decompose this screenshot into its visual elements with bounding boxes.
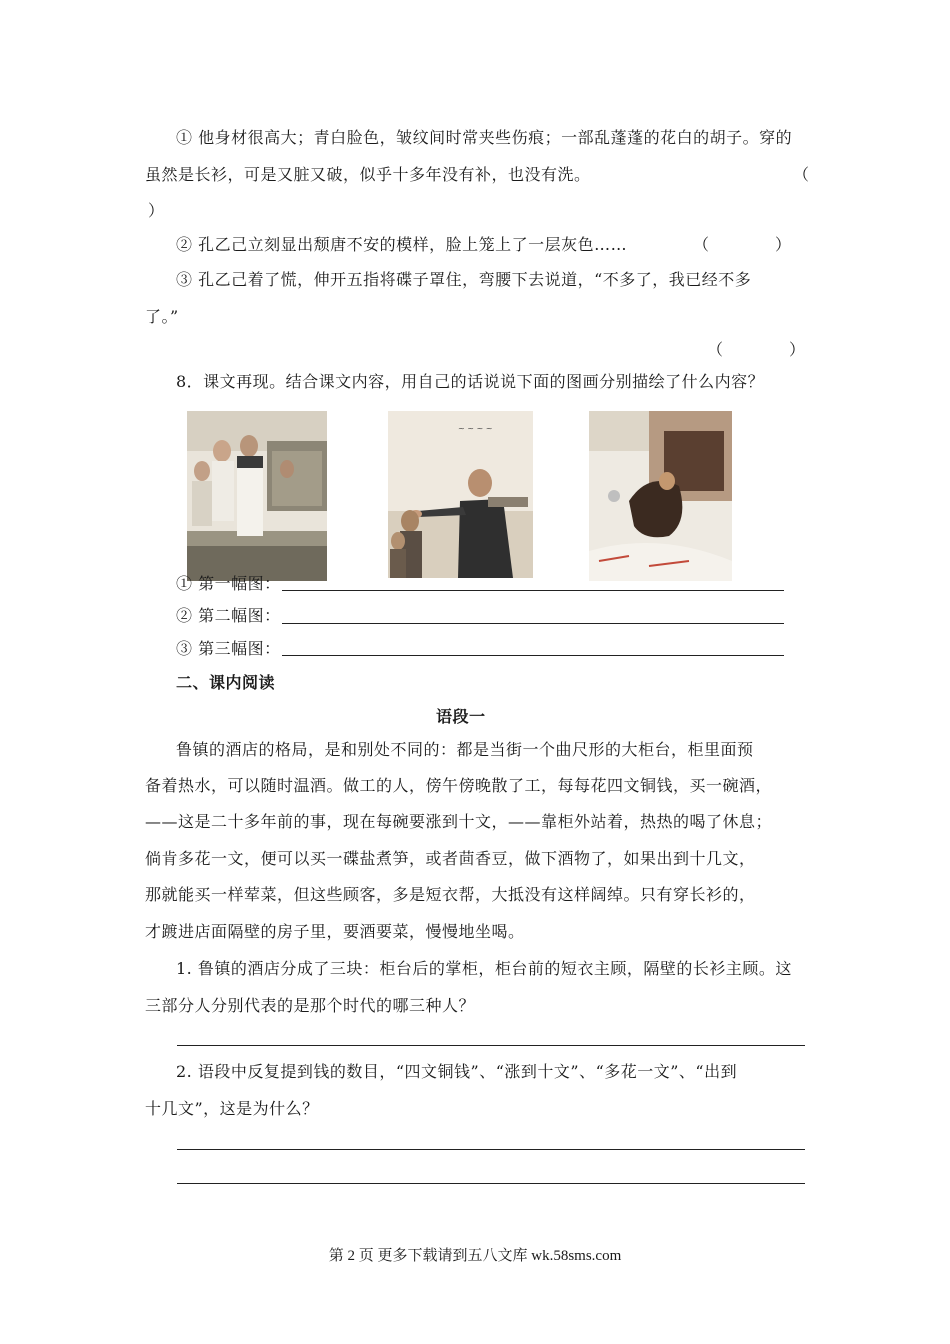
svg-text:~ ~ ~ ~: ~ ~ ~ ~ xyxy=(458,424,493,433)
q7-item2: ② 孔乙己立刻显出颓唐不安的模样，脸上笼上了一层灰色…… xyxy=(176,235,628,254)
q7-item1-line1: ① 他身材很高大；青白脸色，皱纹间时常夹些伤痕；一部乱蓬蓬的花白的胡子。穿的 xyxy=(176,128,793,147)
illustration-2 xyxy=(388,411,533,578)
illustration-1 xyxy=(187,411,327,581)
reading-q1-line1: 1. 鲁镇的酒店分成了三块：柜台后的掌柜，柜台前的短衣主顾，隔壁的长衫主顾。这 xyxy=(176,959,792,978)
q7-item3-paren-close: ） xyxy=(789,340,806,359)
q7-item3-paren-open: （ xyxy=(707,340,724,359)
passage-line-4: 倘肯多花一文，便可以买一碟盐煮笋，或者茴香豆，做下酒物了，如果出到十几文， xyxy=(145,849,756,868)
passage-line-6: 才踱进店面隔壁的房子里，要酒要菜，慢慢地坐喝。 xyxy=(145,922,525,941)
passage-title: 语段一 xyxy=(436,707,486,726)
illustration-3 xyxy=(589,411,732,581)
q8-answer-2-label: ② 第二幅图： xyxy=(176,606,281,625)
reading-q1-line2: 三部分人分别代表的是那个时代的哪三种人？ xyxy=(145,996,476,1015)
reading-q1-answer-line[interactable] xyxy=(177,1045,805,1046)
reading-q2-line2: 十几文”，这是为什么？ xyxy=(145,1099,319,1118)
reading-q2-answer-line-2[interactable] xyxy=(177,1183,805,1184)
q7-item2-paren-open: （ xyxy=(693,235,710,254)
passage-line-2: 备着热水，可以随时温酒。做工的人，傍午傍晚散了工，每每花四文铜钱，买一碗酒， xyxy=(145,776,773,795)
passage-line-1: 鲁镇的酒店的格局，是和别处不同的：都是当街一个曲尺形的大柜台，柜里面预 xyxy=(176,740,754,759)
reading-q2-answer-line-1[interactable] xyxy=(177,1149,805,1150)
page-footer: 第 2 页 更多下载请到五八文库 wk.58sms.com xyxy=(328,1248,622,1264)
q8-answer-3-label: ③ 第三幅图： xyxy=(176,639,281,658)
q8-answer-1-line[interactable] xyxy=(282,590,784,591)
q7-item3-line1: ③ 孔乙己着了慌，伸开五指将碟子罩住，弯腰下去说道，“不多了，我已经不多 xyxy=(176,270,752,289)
q7-item2-paren-close: ） xyxy=(775,235,792,254)
q8-question: 8．课文再现。结合课文内容，用自己的话说说下面的图画分别描绘了什么内容？ xyxy=(176,372,765,391)
q8-answer-2-line[interactable] xyxy=(282,623,784,624)
passage-line-5: 那就能买一样荤菜，但这些顾客，多是短衣帮，大抵没有这样阔绰。只有穿长衫的， xyxy=(145,885,756,904)
q7-item1-line2: 虽然是长衫，可是又脏又破，似乎十多年没有补，也没有洗。 xyxy=(145,165,591,184)
reading-q2-line1: 2. 语段中反复提到钱的数目，“四文铜钱”、“涨到十文”、“多花一文”、“出到 xyxy=(176,1062,738,1081)
q7-item1-paren-open: （ xyxy=(793,165,810,184)
q8-answer-1-label: ① 第一幅图： xyxy=(176,574,281,593)
q7-item1-paren-close: ） xyxy=(148,201,165,220)
q7-item3-line2: 了。” xyxy=(145,307,179,326)
section-heading: 二、课内阅读 xyxy=(176,673,276,692)
passage-line-3: ——这是二十多年前的事，现在每碗要涨到十文，——靠柜外站着，热热的喝了休息； xyxy=(145,812,773,831)
q8-answer-3-line[interactable] xyxy=(282,655,784,656)
